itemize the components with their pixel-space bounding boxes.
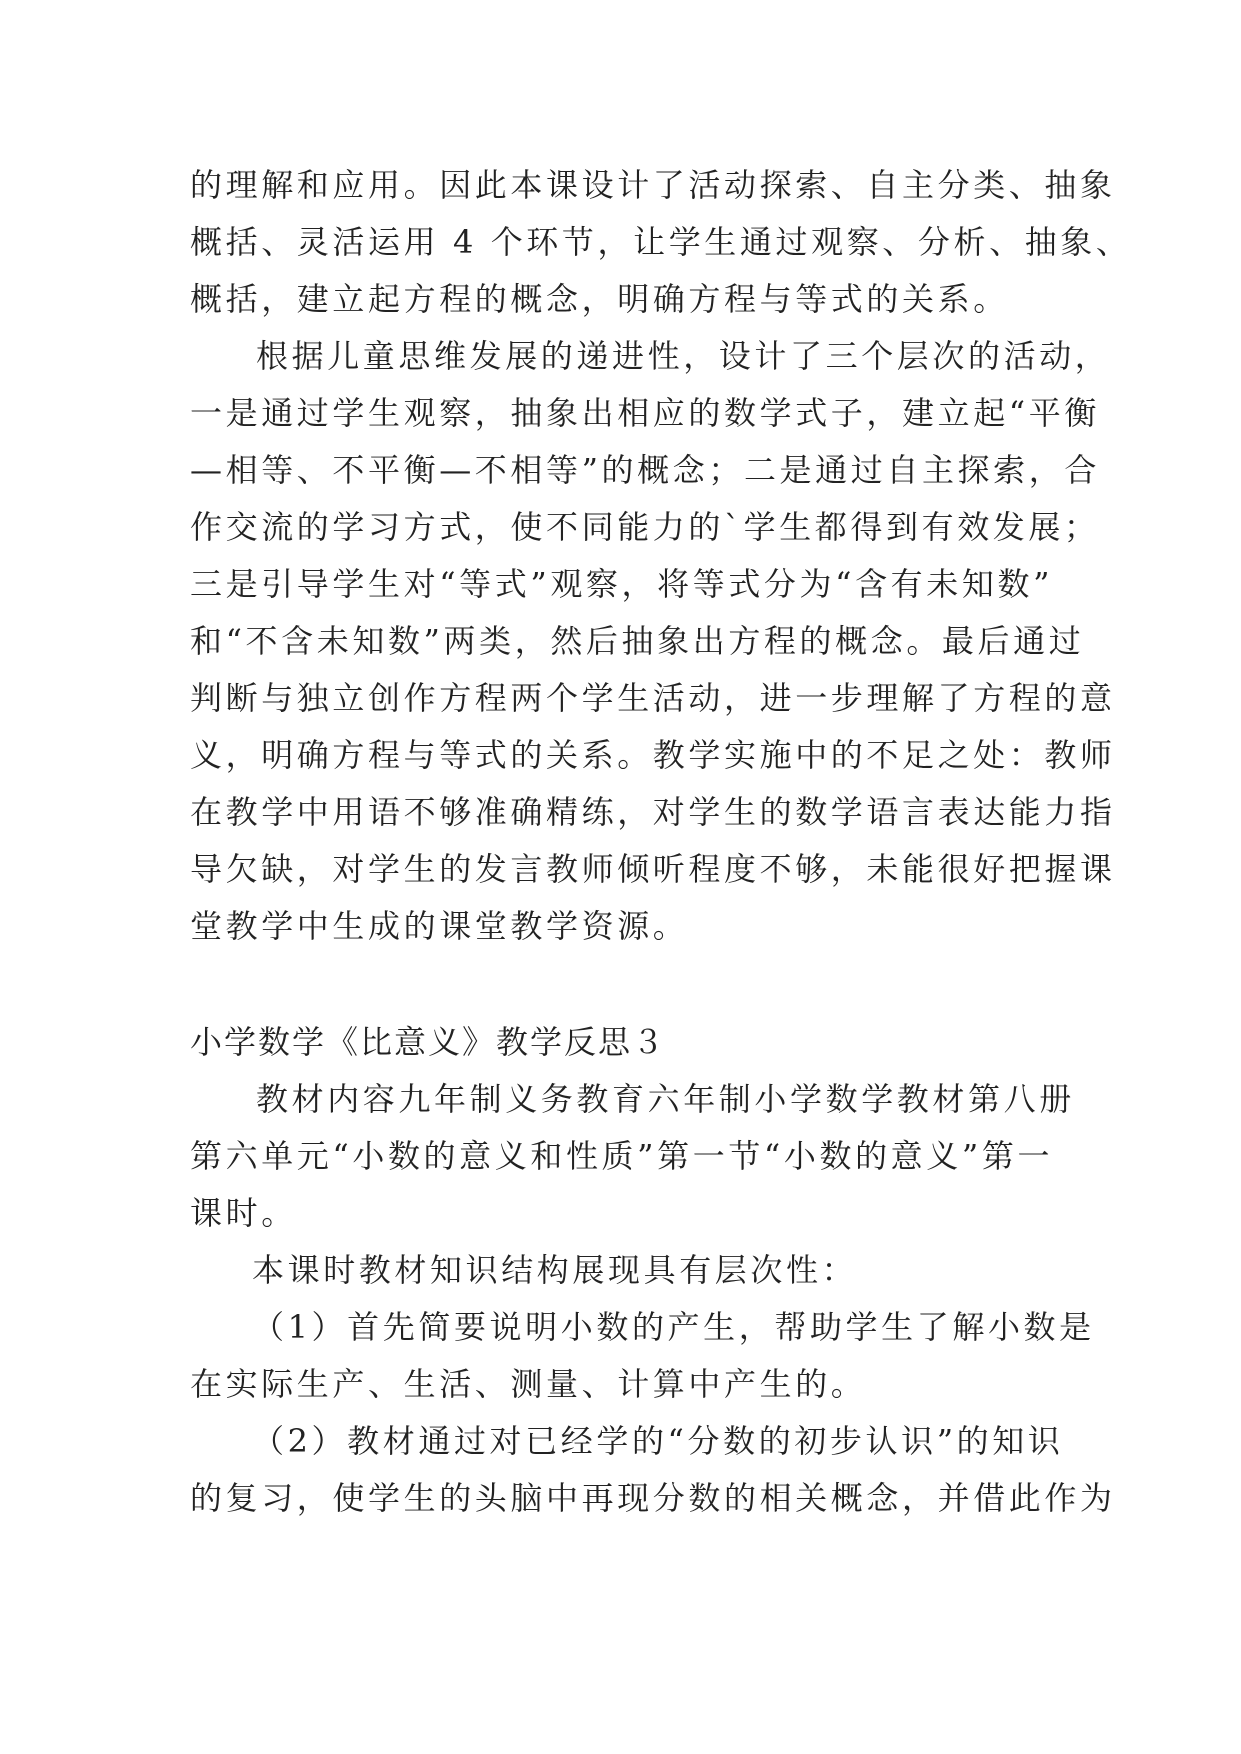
paragraph-1-line-2: 概括、灵活运用 4 个环节，让学生通过观察、分析、抽象、 — [190, 223, 1132, 261]
paragraph-2-line-8: 义，明确方程与等式的关系。教学实施中的不足之处：教师 — [190, 736, 1116, 774]
paragraph-2-line-3: —相等、不平衡—不相等”的概念；二是通过自主探索，合 — [190, 451, 1100, 489]
paragraph-2-line-10: 导欠缺，对学生的发言教师倾听程度不够，未能很好把握课 — [190, 850, 1116, 888]
paragraph-2-line-4: 作交流的学习方式，使不同能力的`学生都得到有效发展； — [190, 508, 1100, 546]
paragraph-5-line-2: 在实际生产、生活、测量、计算中产生的。 — [190, 1365, 867, 1403]
paragraph-6-line-1: （2）教材通过对已经学的“分数的初步认识”的知识 — [252, 1422, 1064, 1460]
paragraph-6-line-2: 的复习，使学生的头脑中再现分数的相关概念，并借此作为 — [190, 1479, 1116, 1517]
section-title: 小学数学《比意义》教学反思３ — [190, 1023, 667, 1061]
paragraph-4-line-1: 本课时教材知识结构展现具有层次性： — [252, 1251, 858, 1289]
paragraph-3-line-1: 教材内容九年制义务教育六年制小学数学教材第八册 — [256, 1080, 1075, 1118]
paragraph-2-line-11: 堂教学中生成的课堂教学资源。 — [190, 907, 689, 945]
paragraph-2-line-2: 一是通过学生观察，抽象出相应的数学式子，建立起“平衡 — [190, 394, 1100, 432]
paragraph-3-line-2: 第六单元“小数的意义和性质”第一节“小数的意义”第一 — [190, 1137, 1054, 1175]
paragraph-1-line-3: 概括，建立起方程的概念，明确方程与等式的关系。 — [190, 280, 1009, 318]
paragraph-2-line-5: 三是引导学生对“等式”观察，将等式分为“含有未知数” — [190, 565, 1054, 603]
paragraph-2-line-9: 在教学中用语不够准确精练，对学生的数学语言表达能力指 — [190, 793, 1116, 831]
paragraph-1-line-1: 的理解和应用。因此本课设计了活动探索、自主分类、抽象 — [190, 166, 1116, 204]
paragraph-2-line-7: 判断与独立创作方程两个学生活动，进一步理解了方程的意 — [190, 679, 1116, 717]
paragraph-2-line-1: 根据儿童思维发展的递进性，设计了三个层次的活动， — [256, 337, 1111, 375]
paragraph-5-line-1: （1）首先简要说明小数的产生，帮助学生了解小数是 — [252, 1308, 1095, 1346]
paragraph-3-line-3: 课时。 — [190, 1194, 297, 1232]
paragraph-2-line-6: 和“不含未知数”两类，然后抽象出方程的概念。最后通过 — [190, 622, 1085, 660]
